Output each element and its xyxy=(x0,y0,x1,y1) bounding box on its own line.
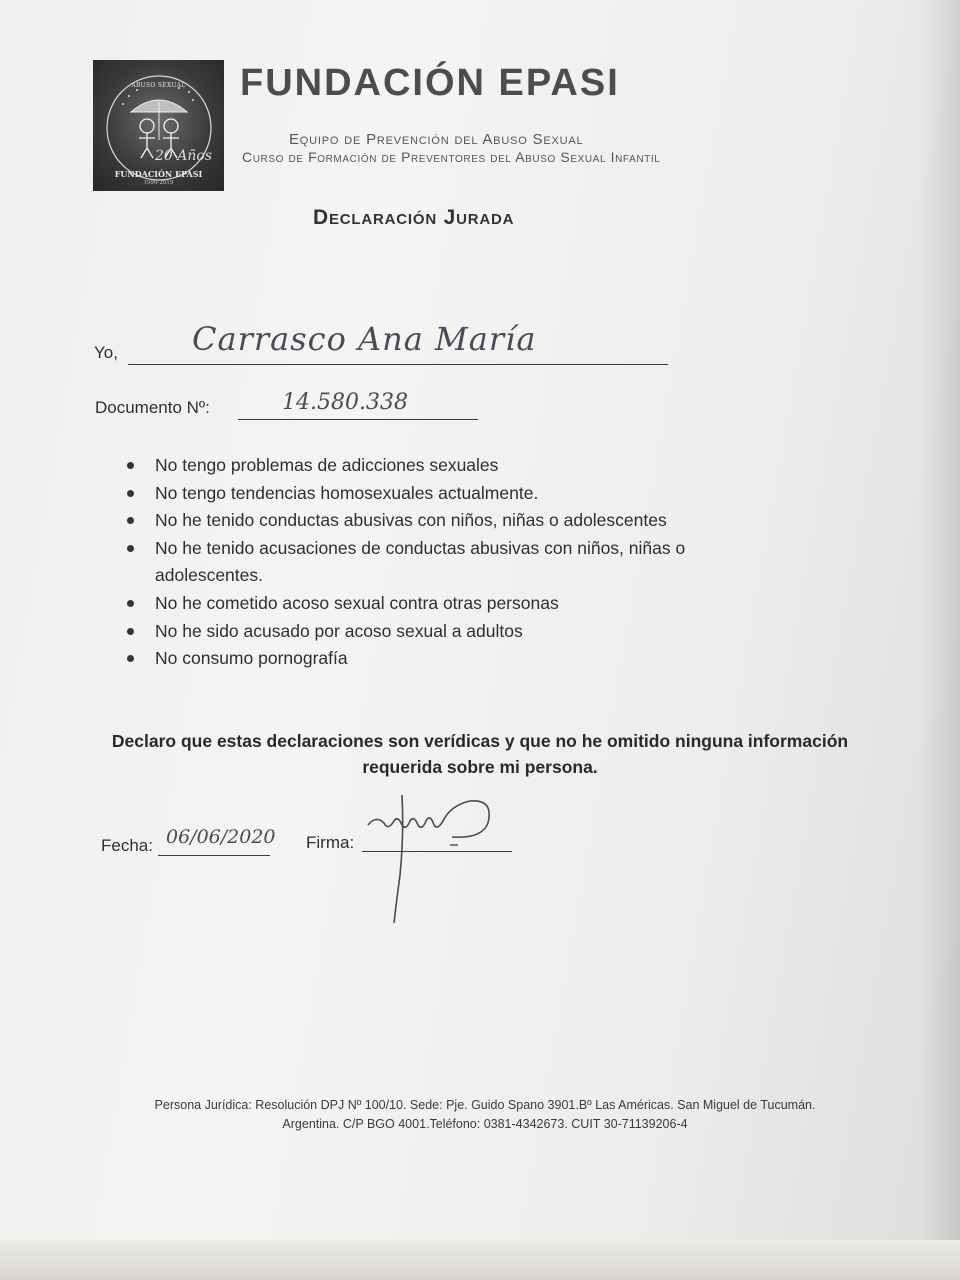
date-value: 06/06/2020 xyxy=(166,826,276,848)
list-item xyxy=(125,618,845,646)
id-value: 14.580.338 xyxy=(282,390,408,415)
id-line xyxy=(238,419,478,420)
date-label: Fecha: xyxy=(101,836,153,855)
subtitle-course: Curso de Formación de Preventores del Abuso Sexual Infantil xyxy=(242,149,661,165)
subtitle-team: Equipo de Prevención del Abuso Sexual xyxy=(289,131,584,148)
page-bottom-fold xyxy=(0,1240,960,1280)
document-title: Declaración Jurada xyxy=(313,206,515,229)
logo-name: FUNDACIÓN EPASI xyxy=(114,169,203,179)
declarations-list xyxy=(125,452,845,673)
foundation-logo xyxy=(93,60,224,191)
bullet-icon xyxy=(127,655,134,662)
declaration-text: No he tenido acusaciones de conductas abusivas con niños, niñas o adolescentes. xyxy=(155,537,686,586)
logo-top-text: ABUSO SEXUAL xyxy=(131,82,186,89)
list-item xyxy=(125,507,845,535)
footer xyxy=(100,1096,870,1134)
declaration-text: No he sido acusado por acoso sexual a adultos xyxy=(155,620,523,641)
name-line xyxy=(128,364,668,365)
declaration-text: No consumo pornografía xyxy=(155,648,348,669)
list-item xyxy=(125,452,845,480)
list-item xyxy=(125,480,845,508)
declaration-statement: Declaro que estas declaraciones son verídicas y que no he omitido ninguna información requerida sobre mi persona. xyxy=(111,731,849,777)
foundation-title: FUNDACIÓN EPASI xyxy=(240,62,620,104)
date-line xyxy=(158,855,270,856)
declaration-text: No tengo problemas de adicciones sexuales xyxy=(155,455,499,475)
id-label: Documento Nº: xyxy=(95,398,210,417)
declaration-text: No he tenido conductas abusivas con niños, niñas o adolescentes xyxy=(155,510,667,531)
list-item xyxy=(125,590,845,618)
name-label: Yo, xyxy=(94,343,118,362)
name-value: Carrasco Ana María xyxy=(192,320,537,358)
bullet-icon xyxy=(127,600,134,607)
bullet-icon xyxy=(127,490,134,497)
logo-anniversary: 20 Años xyxy=(155,148,213,164)
signature-label: Firma: xyxy=(306,833,355,852)
bullet-icon xyxy=(127,517,134,524)
bullet-icon xyxy=(127,462,134,469)
declaration-text: No he cometido acoso sexual contra otras personas xyxy=(155,592,559,613)
list-item xyxy=(125,645,845,673)
footer-line-1: Persona Jurídica: Resolución DPJ Nº 100/10. Sede: Pje. Guido Spano 3901.Bº Las Américas. San Miguel de Tucumán. xyxy=(154,1098,816,1112)
bullet-icon xyxy=(127,545,134,552)
logo-years: 1999-2019 xyxy=(143,180,174,186)
handwritten-signature xyxy=(360,775,520,935)
declaration-text: No tengo tendencias homosexuales actualmente. xyxy=(155,482,539,503)
page-edge-shadow xyxy=(920,0,960,1280)
list-item xyxy=(125,535,765,590)
bullet-icon xyxy=(127,628,134,635)
footer-line-2: Argentina. C/P BGO 4001.Teléfono: 0381-4342673. CUIT 30-71139206-4 xyxy=(282,1117,688,1131)
